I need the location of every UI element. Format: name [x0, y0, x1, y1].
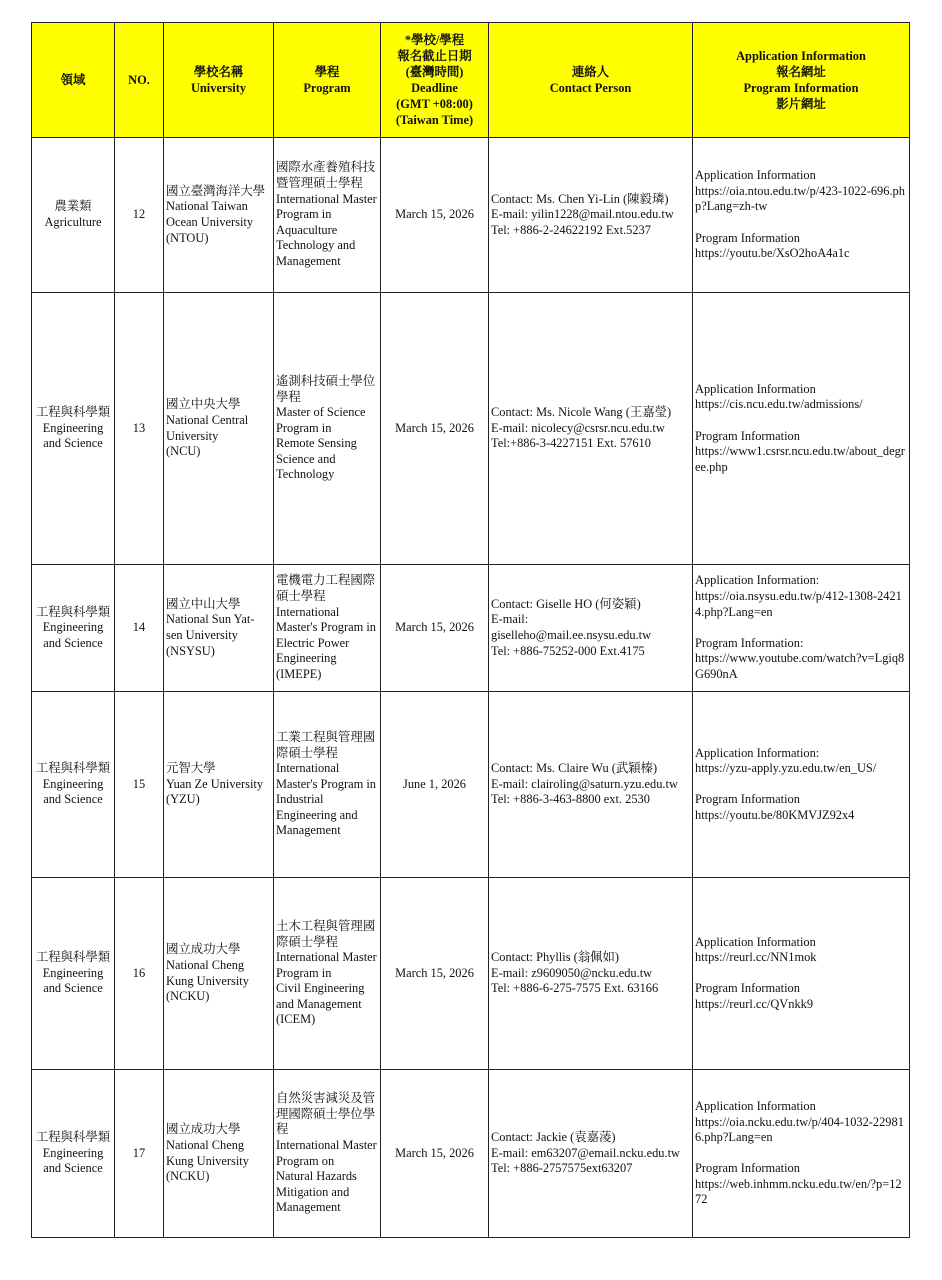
program-line: Program in [276, 420, 332, 435]
header-deadline [381, 23, 489, 138]
program-line: Natural Hazards [276, 1169, 357, 1184]
application-info-label: Application Information [695, 168, 816, 183]
program-info-label: Program Information [695, 792, 800, 807]
deadline-cell [381, 1070, 489, 1238]
header-no: NO. [115, 23, 164, 138]
program-line: 際碩士學程 [276, 745, 338, 760]
program-line: (IMEPE) [276, 666, 322, 681]
header-deadline-line: 報名截止日期 [397, 49, 472, 63]
program-line: Engineering and [276, 807, 358, 822]
header-program [274, 23, 381, 138]
deadline-cell [381, 692, 489, 878]
table-row [32, 565, 910, 692]
row-number: 15 [132, 776, 146, 791]
header-info-line: 報名網址 [776, 65, 826, 79]
deadline-date: March 15, 2026 [395, 1145, 474, 1160]
program-line: Industrial [276, 792, 324, 807]
table-row [32, 293, 910, 565]
contact-line: Tel: +886-2-24622192 Ext.5237 [491, 222, 651, 237]
contact-line: Tel:+886-3-4227151 Ext. 57610 [491, 436, 651, 451]
field-cell [32, 692, 115, 878]
spacer [695, 413, 907, 429]
university-line: 國立中央大學 [166, 397, 241, 412]
application-info-link: https://cis.ncu.edu.tw/admissions/ [695, 397, 863, 412]
contact-line: E-mail: em63207@email.ncku.edu.tw [491, 1145, 680, 1160]
program-line: 遙測科技碩士學位 [276, 373, 376, 388]
program-line: Program in [276, 207, 332, 222]
field-line: 工程與科學類 [35, 604, 111, 619]
field-line: 工程與科學類 [35, 761, 111, 776]
header-deadline-line: *學校/學程 [404, 33, 465, 47]
contact-line: Contact: Ms. Chen Yi-Lin (陳毅璘) [491, 191, 669, 206]
program-line: Master's Program in [276, 776, 376, 791]
contact-cell [489, 692, 693, 878]
university-line: Ocean University [166, 215, 254, 229]
program-line: Management [276, 253, 341, 268]
university-line: National Central [166, 412, 249, 427]
program-line: 國際水產養殖科技 [276, 160, 376, 175]
university-cell [164, 878, 274, 1070]
field-cell [32, 293, 115, 565]
spacer [695, 966, 907, 982]
application-info-link: https://reurl.cc/NN1mok [695, 950, 817, 965]
application-info-link: https://oia.ntou.edu.tw/p/423-1022-696.php?Lang=zh-tw [695, 183, 905, 214]
application-info-label: Application Information [695, 1098, 816, 1113]
program-cell [274, 692, 381, 878]
field-line: and Science [43, 635, 103, 650]
header-info [693, 23, 910, 138]
university-line: (YZU) [166, 792, 200, 807]
deadline-date: March 15, 2026 [395, 420, 474, 435]
field-line: and Science [43, 1161, 103, 1176]
deadline-cell [381, 293, 489, 565]
header-deadline-line: (臺灣時間) [405, 65, 464, 79]
university-line: National Taiwan [166, 199, 248, 214]
program-line: Management [276, 823, 341, 838]
application-info-label: Application Information: [695, 745, 820, 760]
header-university-zh: 學校名稱 [193, 65, 244, 79]
contact-line: E-mail: nicolecy@csrsr.ncu.edu.tw [491, 420, 665, 435]
row-number: 13 [132, 420, 146, 435]
field-line: Engineering [42, 965, 104, 980]
info-cell [693, 878, 910, 1070]
program-line: (ICEM) [276, 1012, 316, 1027]
program-info-label: Program Information: [695, 635, 804, 650]
university-line: sen University [166, 628, 238, 642]
field-line: Agriculture [44, 215, 102, 229]
program-info-link: https://youtu.be/XsO2hoA4a1c [695, 246, 850, 261]
field-cell [32, 878, 115, 1070]
deadline-date: March 15, 2026 [395, 620, 474, 635]
university-line: 國立臺灣海洋大學 [166, 183, 266, 198]
program-line: 工業工程與管理國 [276, 729, 376, 744]
table-row [32, 138, 910, 293]
field-line: and Science [43, 981, 103, 996]
field-line: 工程與科學類 [35, 405, 111, 420]
program-info-link: https://youtu.be/80KMVJZ92x4 [695, 807, 855, 822]
header-university [164, 23, 274, 138]
field-line: Engineering [42, 420, 104, 435]
program-line: Mitigation and [276, 1184, 350, 1199]
contact-line: Tel: +886-75252-000 Ext.4175 [491, 643, 645, 658]
program-cell [274, 565, 381, 692]
university-line: (NCKU) [166, 1169, 210, 1184]
spacer [695, 1146, 907, 1162]
field-line: Engineering [42, 1145, 104, 1160]
application-info-link: https://oia.nsysu.edu.tw/p/412-1308-24214.php?Lang=en [695, 589, 902, 619]
university-cell [164, 138, 274, 293]
header-row [32, 23, 910, 138]
field-line: Engineering [42, 776, 104, 791]
program-line: Remote Sensing [276, 436, 357, 451]
program-cell [274, 878, 381, 1070]
info-cell [693, 1070, 910, 1238]
application-info-link: https://oia.ncku.edu.tw/p/404-1032-229816.php?Lang=en [695, 1114, 904, 1145]
number-cell [115, 138, 164, 293]
header-info-line: Application Information [736, 49, 866, 63]
application-info-label: Application Information [695, 381, 816, 396]
contact-cell [489, 138, 693, 293]
university-line: (NTOU) [166, 230, 209, 245]
contact-line: E-mail: clairoling@saturn.yzu.edu.tw [491, 776, 678, 791]
contact-line: E-mail: yilin1228@mail.ntou.edu.tw [491, 207, 674, 222]
field-cell [32, 1070, 115, 1238]
university-line: National Cheng [166, 957, 245, 972]
program-line: International Master [276, 1137, 377, 1152]
program-info-link: https://web.inhmm.ncku.edu.tw/en/?p=1272 [695, 1176, 902, 1207]
contact-line: Contact: Giselle HO (何姿穎) [491, 596, 641, 611]
header-info-line: 影片網址 [776, 97, 826, 111]
university-cell [164, 293, 274, 565]
number-cell [115, 692, 164, 878]
program-cell [274, 293, 381, 565]
university-line: (NSYSU) [166, 643, 215, 658]
header-deadline-line: (GMT +08:00) [396, 97, 473, 111]
program-line: Program in [276, 965, 332, 980]
university-line: 國立成功大學 [166, 1122, 241, 1137]
deadline-date: March 15, 2026 [395, 965, 474, 980]
field-cell [32, 138, 115, 293]
field-line: Engineering [42, 620, 104, 635]
header-program-en: Program [303, 81, 351, 95]
deadline-date: March 15, 2026 [395, 207, 474, 222]
program-line: International [276, 604, 340, 619]
program-line: Civil Engineering [276, 981, 365, 996]
row-number: 16 [132, 965, 146, 980]
header-contact-zh: 連絡人 [571, 65, 610, 79]
row-number: 12 [132, 207, 146, 222]
program-line: Science and [276, 451, 336, 466]
table-row [32, 692, 910, 878]
university-cell [164, 565, 274, 692]
program-line: International Master [276, 950, 377, 965]
program-line: 程 [276, 1122, 289, 1137]
program-line: Technology [276, 467, 335, 482]
application-info-label: Application Information [695, 934, 816, 949]
program-line: 理國際碩士學位學 [276, 1106, 376, 1121]
program-line: Technology and [276, 238, 356, 253]
field-cell [32, 565, 115, 692]
contact-line: E-mail: z9609050@ncku.edu.tw [491, 965, 653, 980]
info-cell [693, 138, 910, 293]
contact-line: Contact: Phyllis (翁佩如) [491, 950, 620, 965]
university-line: 國立成功大學 [166, 942, 241, 957]
header-contact-en: Contact Person [549, 81, 632, 95]
program-table [31, 22, 910, 1238]
program-line: 土木工程與管理國 [276, 918, 376, 933]
university-cell [164, 692, 274, 878]
application-info-link: https://yzu-apply.yzu.edu.tw/en_US/ [695, 761, 877, 776]
spacer [695, 777, 907, 793]
number-cell [115, 878, 164, 1070]
program-line: Master of Science [276, 405, 366, 420]
table-row [32, 1070, 910, 1238]
field-line: and Science [43, 436, 103, 451]
header-university-en: University [190, 81, 247, 95]
program-line: 碩士學程 [276, 589, 326, 604]
program-line: 學程 [276, 389, 301, 404]
contact-cell [489, 878, 693, 1070]
program-line: Electric Power [276, 635, 350, 650]
table-row [32, 878, 910, 1070]
program-line: Program on [276, 1153, 335, 1168]
program-line: International [276, 761, 340, 776]
header-info-line: Program Information [743, 81, 859, 95]
contact-line: Contact: Ms. Claire Wu (武穎榛) [491, 761, 658, 776]
university-line: University [166, 428, 219, 443]
university-line: (NCU) [166, 444, 201, 459]
university-line: Kung University [166, 1153, 249, 1168]
university-cell [164, 1070, 274, 1238]
header-deadline-line: Deadline [411, 81, 458, 95]
deadline-cell [381, 138, 489, 293]
number-cell [115, 1070, 164, 1238]
contact-line: Contact: Ms. Nicole Wang (王嘉瑩) [491, 405, 672, 420]
program-info-label: Program Information [695, 230, 800, 245]
contact-cell [489, 565, 693, 692]
info-cell [693, 692, 910, 878]
spacer [695, 215, 907, 231]
header-field: 領域 [32, 23, 115, 138]
program-info-link: https://reurl.cc/QVnkk9 [695, 996, 814, 1011]
program-cell [274, 138, 381, 293]
program-line: and Management [276, 996, 362, 1011]
program-line: Management [276, 1200, 341, 1215]
field-line: 工程與科學類 [35, 1130, 111, 1145]
university-line: Yuan Ze University [166, 776, 264, 791]
number-cell [115, 293, 164, 565]
program-line: 電機電力工程國際 [276, 573, 376, 588]
number-cell [115, 565, 164, 692]
university-line: 元智大學 [166, 761, 216, 776]
contact-line: E-mail: [491, 612, 529, 627]
info-cell [693, 293, 910, 565]
header-program-zh: 學程 [314, 65, 340, 79]
deadline-date: June 1, 2026 [403, 776, 466, 791]
program-line: 自然災害減災及管 [276, 1091, 376, 1106]
info-cell [693, 565, 910, 692]
program-info-label: Program Information [695, 428, 800, 443]
header-contact [489, 23, 693, 138]
program-info-label: Program Information [695, 981, 800, 996]
program-line: 暨管理碩士學程 [276, 176, 363, 191]
field-line: 工程與科學類 [35, 950, 111, 965]
program-line: Aquaculture [276, 222, 338, 237]
spacer [695, 620, 907, 636]
program-info-label: Program Information [695, 1161, 800, 1176]
deadline-cell [381, 565, 489, 692]
program-line: International Master [276, 191, 377, 206]
contact-line: Tel: +886-6-275-7575 Ext. 63166 [491, 981, 659, 996]
university-line: (NCKU) [166, 989, 210, 1004]
program-line: 際碩士學程 [276, 934, 338, 949]
university-line: Kung University [166, 973, 249, 988]
contact-cell [489, 293, 693, 565]
program-info-link: https://www1.csrsr.ncu.edu.tw/about_degree.php [695, 444, 905, 474]
contact-line: Contact: Jackie (袁嘉蓤) [491, 1130, 616, 1145]
header-deadline-line: (Taiwan Time) [395, 113, 474, 127]
contact-line: Tel: +886-2757575ext63207 [491, 1161, 633, 1176]
contact-line: Tel: +886-3-463-8800 ext. 2530 [491, 792, 650, 807]
contact-line: giselleho@mail.ee.nsysu.edu.tw [491, 628, 652, 642]
field-line: and Science [43, 792, 103, 807]
application-info-label: Application Information: [695, 573, 820, 588]
program-line: Engineering [276, 651, 337, 666]
program-line: Master's Program in [276, 620, 376, 635]
field-line: 農業類 [54, 199, 92, 214]
row-number: 17 [132, 1145, 146, 1160]
contact-cell [489, 1070, 693, 1238]
university-line: National Sun Yat- [166, 612, 255, 627]
university-line: National Cheng [166, 1137, 245, 1152]
program-info-link: https://www.youtube.com/watch?v=Lgiq8G690nA [695, 651, 905, 681]
university-line: 國立中山大學 [166, 596, 241, 611]
program-cell [274, 1070, 381, 1238]
row-number: 14 [132, 620, 146, 635]
deadline-cell [381, 878, 489, 1070]
